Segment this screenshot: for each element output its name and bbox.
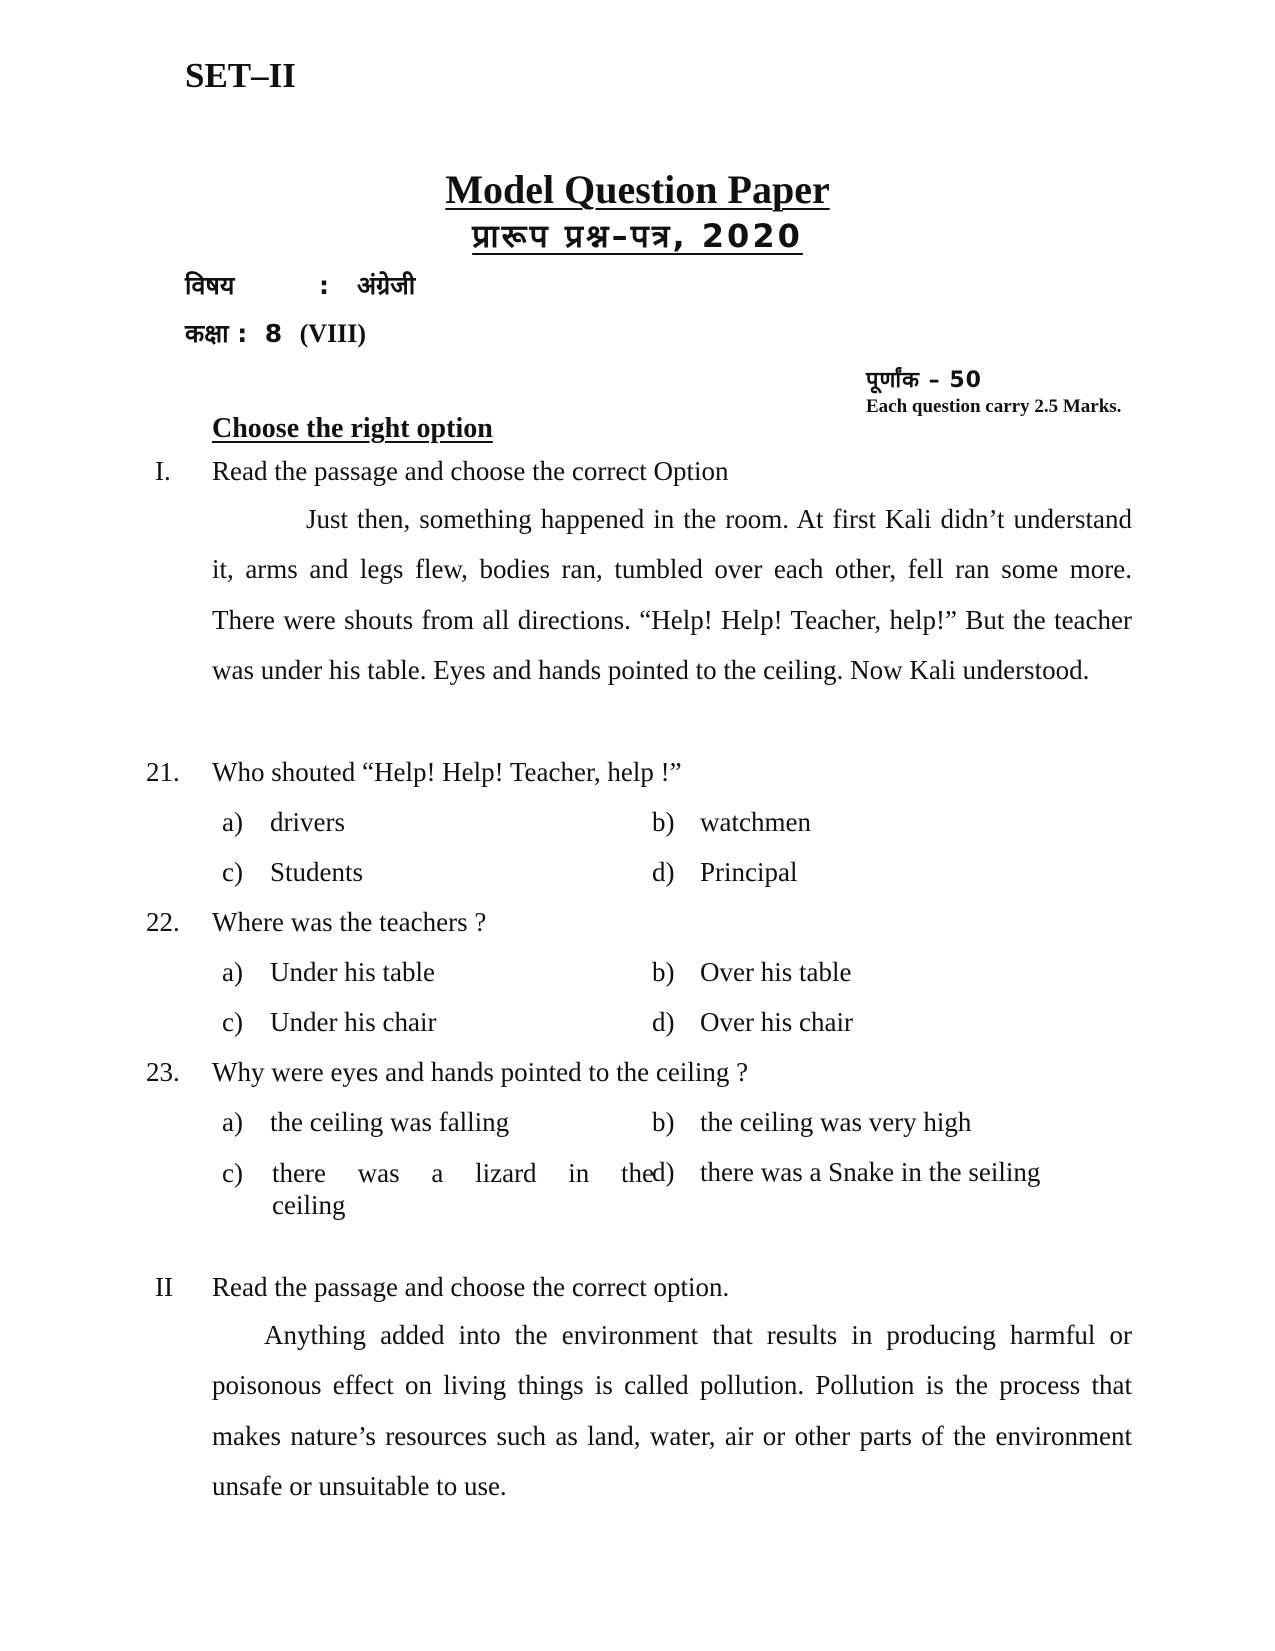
option-letter: b): [652, 1107, 675, 1137]
option-a: [222, 957, 435, 988]
option-d: [652, 857, 797, 888]
option-a: [222, 1107, 509, 1138]
set-label: SET–II: [185, 56, 296, 95]
option-c: [222, 1007, 436, 1038]
subject-row: [185, 268, 415, 302]
passage-instruction: Read the passage and choose the correct Option: [212, 456, 729, 486]
option-letter: a): [222, 1107, 243, 1137]
paper-title-hindi: प्रारूप प्रश्न–पत्र, 2020: [472, 217, 803, 255]
full-marks: पूर्णांक – 50: [866, 368, 982, 393]
option-c: [222, 857, 363, 888]
option-text: Over his chair: [700, 1007, 853, 1037]
option-text: watchmen: [700, 807, 811, 837]
class-number: 8: [264, 319, 283, 348]
option-letter: b): [652, 807, 675, 837]
option-text: the ceiling was falling: [270, 1107, 510, 1137]
subject-separator: :: [319, 271, 329, 300]
option-letter: c): [222, 857, 243, 887]
option-letter: b): [652, 957, 675, 987]
option-b: [652, 807, 811, 838]
option-text: Over his table: [700, 957, 852, 987]
question-text: Who shouted “Help! Help! Teacher, help !”: [212, 757, 682, 787]
section-heading: Choose the right option: [212, 413, 493, 444]
option-text: Students: [270, 857, 364, 887]
option-letter: d): [652, 857, 675, 887]
option-text: the ceiling was very high: [700, 1107, 972, 1137]
option-b: [652, 1107, 971, 1138]
question-text: Where was the teachers ?: [212, 907, 487, 937]
marks-note: Each question carry 2.5 Marks.: [866, 396, 1122, 417]
option-text: there was a Snake in the seiling: [700, 1157, 1041, 1187]
class-key: कक्षा :: [185, 319, 248, 348]
option-text: Under his chair: [270, 1007, 437, 1037]
option-letter: a): [222, 957, 243, 987]
option-text: there was a lizard in the: [272, 1158, 654, 1188]
question-text: Why were eyes and hands pointed to the ceiling ?: [212, 1057, 749, 1087]
option-letter: d): [652, 1007, 675, 1037]
option-letter: d): [652, 1157, 675, 1187]
option-b: [652, 957, 851, 988]
option-text: drivers: [270, 807, 345, 837]
passage-number: I.: [155, 456, 171, 486]
option-letter: a): [222, 807, 243, 837]
subject-value: अंग्रेजी: [357, 271, 416, 300]
passage-text: Just then, something happened in the room. At first Kali didn’t understand it, arms and legs flew, bodies ran, tumbled over each other, fell ran some more. There were shouts from all directions. “Help! Help! Teacher, help!” But the teacher was under his table. Eyes and hands pointed to the ceiling. Now Kali understood.: [212, 504, 1132, 685]
passage-number: II: [155, 1272, 173, 1302]
passage-instruction: Read the passage and choose the correct option.: [212, 1272, 730, 1302]
option-text-continued: ceiling: [272, 1190, 346, 1220]
class-row: [185, 316, 366, 350]
option-a: [222, 807, 345, 838]
option-d: [652, 1157, 1040, 1188]
question-number: 21.: [146, 757, 180, 787]
question-number: 22.: [146, 907, 180, 937]
subject-key: विषय: [185, 271, 235, 300]
option-d: [652, 1007, 853, 1038]
option-letter: c): [222, 1007, 243, 1037]
passage-text: Anything added into the environment that results in producing harmful or poisonous effect on living things is called pollution. Pollution is the process that makes nature’s resources such as land, water, air or other parts of the environment unsafe or unsuitable to use.: [212, 1320, 1132, 1501]
option-c: [222, 1157, 654, 1221]
option-text: Principal: [700, 857, 798, 887]
question-number: 23.: [146, 1057, 180, 1087]
option-text: Under his table: [270, 957, 435, 987]
paper-title: Model Question Paper: [445, 167, 830, 212]
option-letter: c): [222, 1158, 243, 1188]
class-roman: (VIII): [299, 319, 367, 348]
